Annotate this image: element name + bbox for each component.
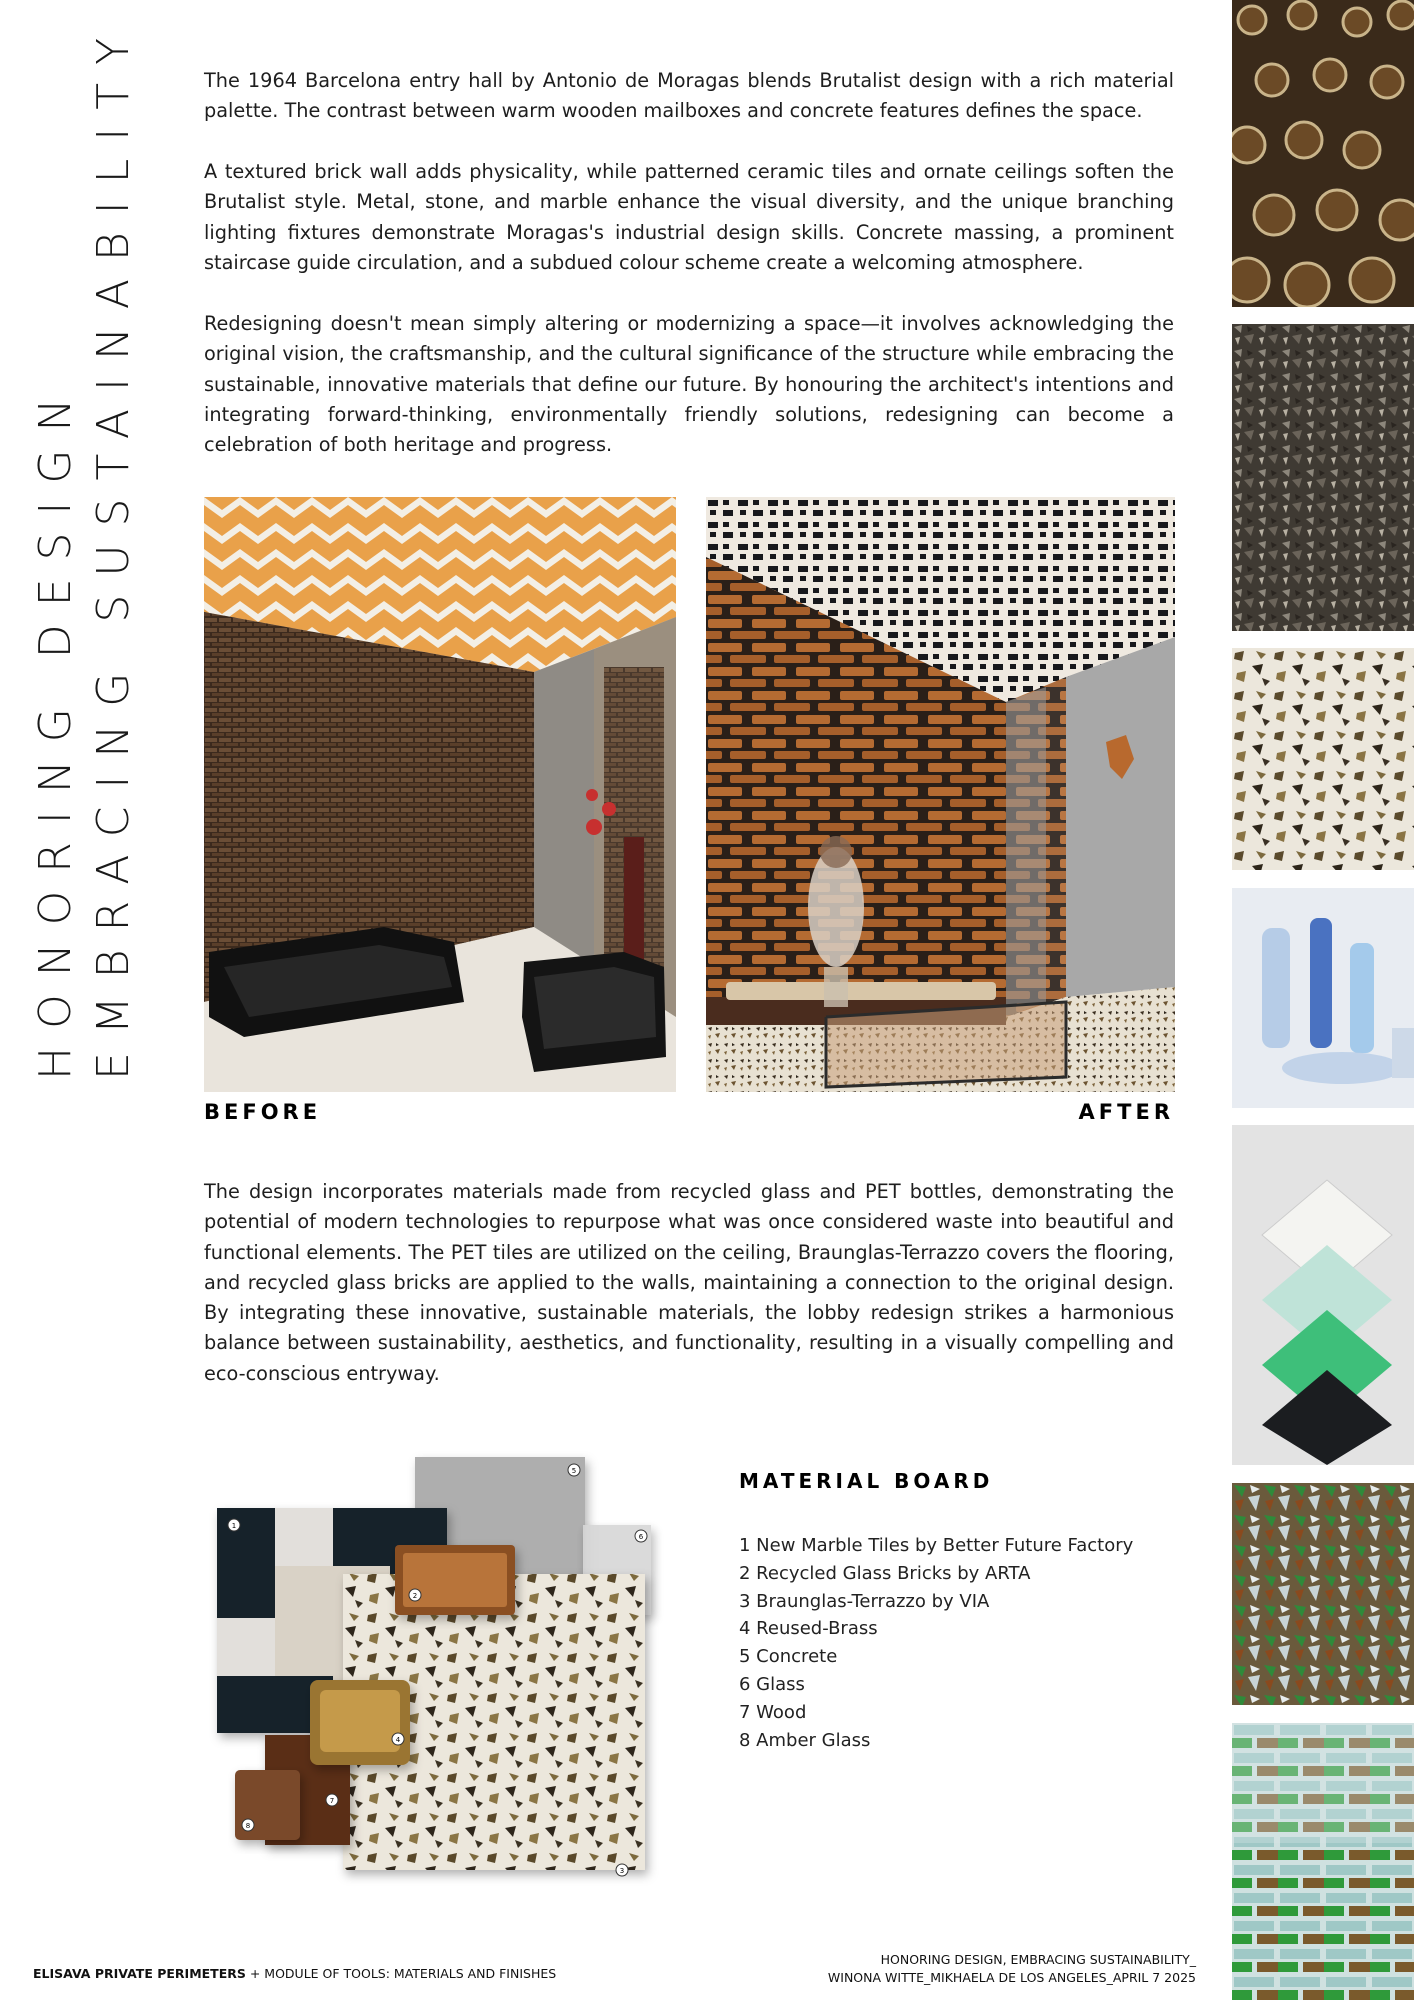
before-photo [204,497,676,1092]
material-board-title: MATERIAL BOARD [739,1469,994,1493]
strip-crushed-glass [1232,324,1414,631]
after-photo [706,497,1175,1092]
marker-5: 5 [571,1467,577,1475]
marker-2: 2 [412,1592,418,1600]
before-caption: BEFORE [204,1100,322,1124]
material-item: 1 New Marble Tiles by Better Future Factory [739,1535,1134,1556]
after-caption: AFTER [1078,1100,1174,1124]
strip-colored-glass [1232,1483,1414,1705]
material-board-list [739,1532,1133,1754]
material-item: 2 Recycled Glass Bricks by ARTA [739,1562,1031,1584]
strip-marble-tiles [1232,1125,1414,1465]
intro-paragraph-3: Redesigning doesn't mean simply altering or modernizing a space—it involves acknowledging the original vision, the craftsmanship, and the cultural significance of the structure while embracing the sustainable, innovative materials that define our future. By honouring the architect's intentions and integrating forward-thinking, environmentally friendly solutions, redesigning can become a celebration of both heritage and progress. [204,312,1174,457]
footer-authors-date: WINONA WITTE_MIKHAELA DE LOS ANGELES_APRIL 7 2025 [827,1970,1196,1985]
strip-pet-bottles [1232,888,1414,1108]
material-item: 7 Wood [739,1701,807,1723]
title-line-1: HONORING DESIGN [30,380,81,1080]
material-item: 8 Amber Glass [739,1729,871,1751]
footer-module: + MODULE OF TOOLS: MATERIALS AND FINISHES [245,1966,557,1981]
marker-8: 8 [245,1822,251,1830]
material-item: 4 Reused-Brass [739,1618,878,1640]
material-item: 6 Glass [739,1673,805,1695]
footer-project-title: HONORING DESIGN, EMBRACING SUSTAINABILITY_ [880,1952,1196,1967]
strip-terrazzo [1232,648,1414,870]
marker-6: 6 [638,1533,644,1541]
intro-paragraph-2: A textured brick wall adds physicality, while patterned ceramic tiles and ornate ceilings soften the Brutalist style. Metal, stone, and marble enhance the visual diversity, and the unique branching lighting fixtures demonstrate Moragas's industrial design skills. Concrete massing, a prominent staircase guide circulation, and a subdued colour scheme create a welcoming atmosphere. [204,160,1174,274]
marker-4: 4 [395,1736,401,1744]
vertical-title [30,19,139,1080]
material-item: 3 Braunglas-Terrazzo by VIA [739,1590,990,1612]
intro-paragraph-1: The 1964 Barcelona entry hall by Antonio de Moragas blends Brutalist design with a rich material palette. The contrast between warm wooden mailboxes and concrete features defines the space. [204,69,1174,123]
title-line-2: EMBRACING SUSTAINABILITY [88,19,139,1080]
marker-1: 1 [231,1522,237,1530]
design-paragraph: The design incorporates materials made from recycled glass and PET bottles, demonstrating the potential of modern technologies to repurpose what was once considered waste into beautiful and functional elements. The PET tiles are utilized on the ceiling, Braunglas-Terrazzo covers the flooring, and recycled glass bricks are applied to the walls, maintaining a connection to the original design. By integrating these innovative, sustainable materials, the lobby redesign strikes a harmonious balance between sustainability, aesthetics, and functionality, resulting in a visually compelling and eco-conscious entryway. [204,1180,1174,1385]
footer-left [33,1966,556,1981]
marker-7: 7 [329,1797,335,1805]
strip-amber-bottles [1232,0,1414,307]
footer-right [828,1951,1196,1987]
marker-3: 3 [619,1867,625,1875]
strip-glass-bricks [1232,1723,1414,2000]
footer-course-name: ELISAVA PRIVATE PERIMETERS [33,1966,246,1981]
material-board-collage [205,1450,665,1895]
material-item: 5 Concrete [739,1646,838,1668]
